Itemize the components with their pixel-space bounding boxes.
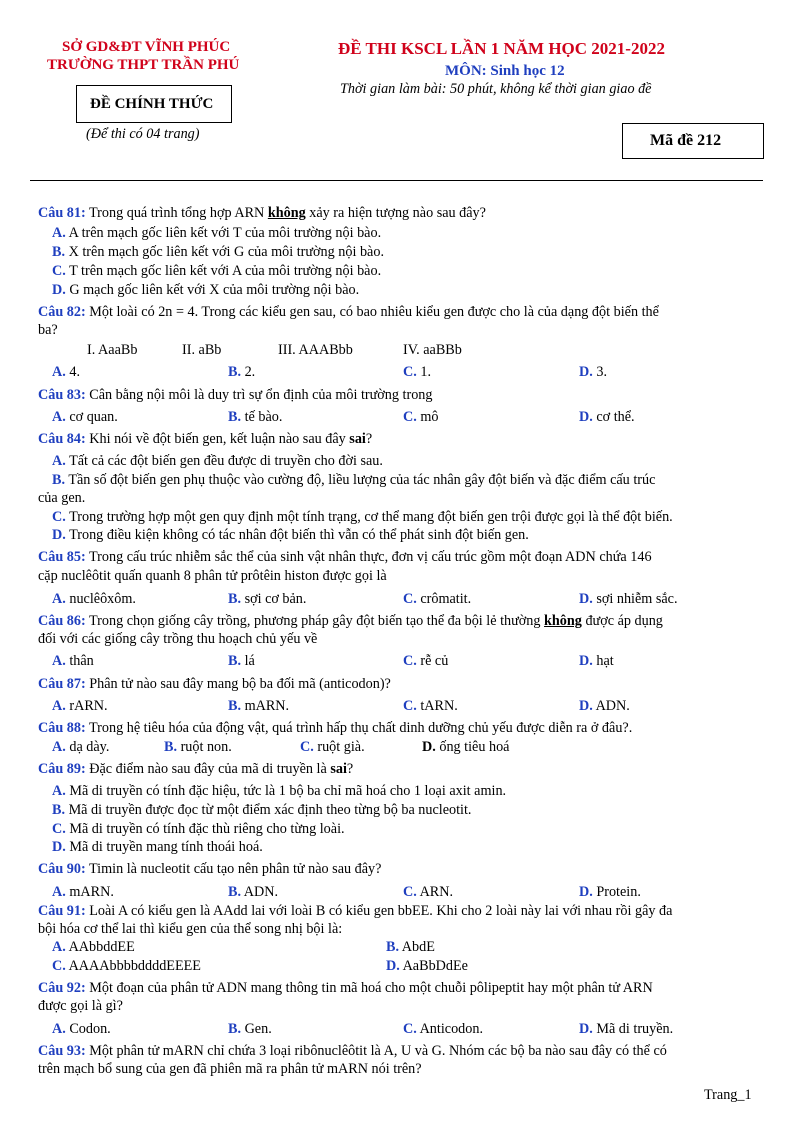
time-note: Thời gian làm bài: 50 phút, không kể thời gian giao đề <box>340 81 652 97</box>
option-d: D. Mã di truyền mang tính thoái hoá. <box>52 839 263 855</box>
question-82: Câu 82: Một loài có 2n = 4. Trong các kiểu gen sau, có bao nhiêu kiểu gen được cho là của dạng đột biến thể <box>38 304 659 320</box>
option-a: A. A trên mạch gốc liên kết với T của môi trường nội bào. <box>52 225 382 241</box>
option-c: C. mô <box>403 409 439 425</box>
keyword: sai <box>349 431 366 447</box>
option-a: A. Codon. <box>52 1021 111 1037</box>
option-b: B. Mã di truyền được đọc từ một điểm xác định theo từng bộ ba nucleotit. <box>52 802 472 818</box>
page-count-note: (Để thi có 04 trang) <box>86 126 200 142</box>
question-number: Câu 81: <box>38 205 86 221</box>
option-c: C. rễ củ <box>403 653 449 669</box>
option-a: A. thân <box>52 653 94 669</box>
option-b: B. tế bào. <box>228 409 283 425</box>
question-89: Câu 89: Đặc điểm nào sau đây của mã di truyền là sai? <box>38 761 354 777</box>
option-c: C. T trên mạch gốc liên kết với A của môi trường nội bào. <box>52 263 382 279</box>
question-84: Câu 84: Khi nói về đột biến gen, kết luận nào sau đây sai? <box>38 431 373 447</box>
option-d: D. Mã di truyền. <box>579 1021 674 1037</box>
option-d: D. G mạch gốc liên kết với X của môi trường nội bào. <box>52 282 360 298</box>
question-93: Câu 93: Một phân tử mARN chỉ chứa 3 loại ribônuclêôtit là A, U và G. Nhóm các bộ ba nào sau đây có thể có <box>38 1043 667 1059</box>
option-a: A. cơ quan. <box>52 409 118 425</box>
option-c: C. crômatit. <box>403 591 472 607</box>
option-a: A. AAbbddEE <box>52 939 135 955</box>
option-b: B. lá <box>228 653 255 669</box>
option-a: A. 4. <box>52 364 80 380</box>
option-c: C. Mã di truyền có tính đặc thù riêng cho từng loài. <box>52 821 345 837</box>
official-exam-label: ĐỀ CHÍNH THỨC <box>90 96 214 112</box>
option-a: A. Tất cả các đột biến gen đều được di truyền cho đời sau. <box>52 453 383 469</box>
question-text-cont: trên mạch bổ sung của gen đã phiên mã ra phân tử mARN nói trên? <box>38 1061 422 1077</box>
option-d: D. Protein. <box>579 884 641 900</box>
option-c: C. Trong trường hợp một gen quy định một tính trạng, cơ thể mang đột biến gen trội được gọi là thể đột biến. <box>52 509 673 525</box>
option-b: B. 2. <box>228 364 256 380</box>
exam-title: ĐỀ THI KSCL LẦN 1 NĂM HỌC 2021-2022 <box>338 39 665 58</box>
option-c: C. 1. <box>403 364 431 380</box>
school-name: TRƯỜNG THPT TRẦN PHÚ <box>47 57 240 73</box>
genotype-1: I. AaaBb <box>87 342 138 358</box>
question-91: Câu 91: Loài A có kiểu gen là AAdd lai với loài B có kiểu gen bbEE. Khi cho 2 loài này lai với nhau rồi gây đa <box>38 903 673 919</box>
option-d: D. hạt <box>579 653 614 669</box>
keyword: không <box>544 613 582 629</box>
question-81 <box>38 204 486 222</box>
question-83: Câu 83: Cân bằng nội môi là duy trì sự ổn định của môi trường trong <box>38 387 433 403</box>
option-a: A. dạ dày. <box>52 739 110 755</box>
option-d: D. 3. <box>579 364 607 380</box>
question-92: Câu 92: Một đoạn của phân tử ADN mang thông tin mã hoá cho một chuỗi pôlipeptit hay một phân tử ARN <box>38 980 653 996</box>
header-divider <box>30 180 763 181</box>
option-d: D. cơ thể. <box>579 409 635 425</box>
option-b: B. Gen. <box>228 1021 272 1037</box>
exam-code: Mã đề 212 <box>650 132 722 149</box>
question-text: Trong quá trình tổng hợp ARN <box>89 205 268 221</box>
option-c: C. ARN. <box>403 884 454 900</box>
department-name: SỞ GD&ĐT VĨNH PHÚC <box>62 39 231 55</box>
keyword: không <box>267 205 306 221</box>
option-b: B. sợi cơ bản. <box>228 591 307 607</box>
option-c: C. AAAAbbbbddddEEEE <box>52 958 201 974</box>
option-d: D. ADN. <box>579 698 630 714</box>
option-b: B. ruột non. <box>164 739 232 755</box>
question-text-cont: đối với các giống cây trồng thu hoạch chủ yếu về <box>38 631 318 647</box>
question-86: Câu 86: Trong chọn giống cây trồng, phương pháp gây đột biến tạo thể đa bội lẻ thường không được áp dụng <box>38 613 663 629</box>
genotype-3: III. AAABbb <box>278 342 353 358</box>
option-b: B. X trên mạch gốc liên kết với G của môi trường nội bào. <box>52 244 384 260</box>
option-a: A. nuclêôxôm. <box>52 591 136 607</box>
question-87: Câu 87: Phân tử nào sau đây mang bộ ba đối mã (anticodon)? <box>38 676 391 692</box>
option-c: C. tARN. <box>403 698 458 714</box>
option-d: D. AaBbDdEe <box>386 958 468 974</box>
subject-line: MÔN: Sinh học 12 <box>445 63 565 79</box>
question-88: Câu 88: Trong hệ tiêu hóa của động vật, quá trình hấp thụ chất dinh dưỡng chủ yếu được diễn ra ở đâu?. <box>38 720 633 736</box>
keyword: sai <box>330 761 347 777</box>
question-90: Câu 90: Timin là nucleotit cấu tạo nên phân tử nào sau đây? <box>38 861 382 877</box>
question-text-cont: cặp nuclêôtit quấn quanh 8 phân tử prôtêin histon được gọi là <box>38 568 387 584</box>
option-a: A. rARN. <box>52 698 108 714</box>
question-text-cont: được gọi là gì? <box>38 998 123 1014</box>
option-d: D. sợi nhiễm sắc. <box>579 591 678 607</box>
option-c: C. Anticodon. <box>403 1021 484 1037</box>
option-b: B. AbdE <box>386 939 435 955</box>
question-text: xảy ra hiện tượng nào sau đây? <box>305 205 486 221</box>
option-b: B. ADN. <box>228 884 279 900</box>
question-text-cont: ba? <box>38 322 58 338</box>
genotype-4: IV. aaBBb <box>403 342 462 358</box>
option-d: D. ống tiêu hoá <box>422 739 510 755</box>
option-b-cont: của gen. <box>38 490 86 506</box>
question-85: Câu 85: Trong cấu trúc nhiễm sắc thể của sinh vật nhân thực, đơn vị cấu trúc gồm một đoạn ADN chứa 146 <box>38 549 652 565</box>
genotype-2: II. aBb <box>182 342 222 358</box>
page-number: Trang_1 <box>704 1087 752 1103</box>
option-b: B. mARN. <box>228 698 290 714</box>
question-text-cont: bội hóa cơ thể lai thì kiểu gen của thể song nhị bội là: <box>38 921 343 937</box>
option-a: A. mARN. <box>52 884 114 900</box>
option-d: D. Trong điều kiện không có tác nhân đột biến thì vẫn có thể phát sinh đột biến gen. <box>52 527 529 543</box>
option-b: B. Tần số đột biến gen phụ thuộc vào cường độ, liều lượng của tác nhân gây đột biến và đặc điểm cấu trúc <box>52 472 656 488</box>
option-c: C. ruột già. <box>300 739 365 755</box>
option-a: A. Mã di truyền có tính đặc hiệu, tức là 1 bộ ba chỉ mã hoá cho 1 loại axit amin. <box>52 783 507 799</box>
